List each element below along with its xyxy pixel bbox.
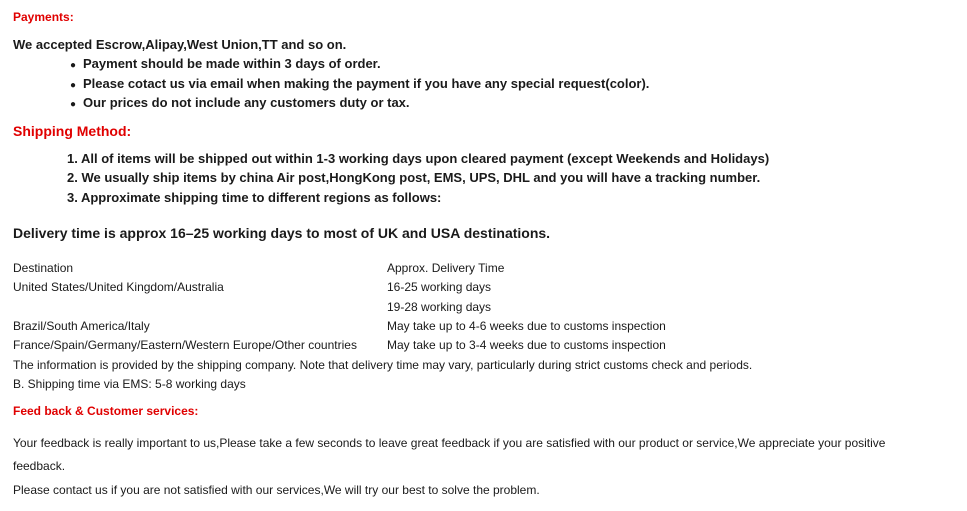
bullet-icon: ●	[70, 99, 77, 110]
payments-heading: Payments:	[13, 10, 74, 24]
bullet-icon: ●	[70, 80, 77, 91]
payments-intro: We accepted Escrow,Alipay,West Union,TT and so on.	[13, 37, 347, 52]
bullet-icon: ●	[70, 60, 77, 71]
table-cell-destination: France/Spain/Germany/Eastern/Western Europe/Other countries	[13, 338, 357, 352]
table-header-delivery: Approx. Delivery Time	[387, 261, 505, 275]
table-header-destination: Destination	[13, 261, 74, 275]
shipping-note: The information is provided by the shipping company. Note that delivery time may vary, particularly during strict customs check and periods.	[13, 358, 753, 372]
feedback-heading: Feed back & Customer services:	[13, 404, 199, 418]
ems-shipping-time: B. Shipping time via EMS: 5-8 working days	[13, 377, 246, 391]
table-cell-delivery: May take up to 3-4 weeks due to customs inspection	[387, 338, 666, 352]
table-cell-destination: United States/United Kingdom/Australia	[13, 280, 224, 294]
feedback-line-1: Your feedback is really important to us,Please take a few seconds to leave great feedback if you are satisfied with our product or service,We appreciate your positive	[13, 436, 886, 450]
table-cell-delivery: 19-28 working days	[387, 300, 492, 314]
feedback-line-2: Please contact us if you are not satisfied with our services,We will try our best to solve the problem.	[13, 483, 540, 497]
payment-bullet-2: ● Please cotact us via email when making the payment if you have any special request(color).	[70, 76, 650, 91]
shipping-item-3: 3. Approximate shipping time to different regions as follows:	[67, 190, 442, 205]
shipping-item-2: 2. We usually ship items by china Air post,HongKong post, EMS, UPS, DHL and you will have a tracking number.	[67, 170, 761, 185]
payment-bullet-1: ● Payment should be made within 3 days of order.	[70, 56, 381, 71]
payment-bullet-3: ● Our prices do not include any customers duty or tax.	[70, 95, 410, 110]
table-cell-delivery: May take up to 4-6 weeks due to customs inspection	[387, 319, 666, 333]
table-cell-delivery: 16-25 working days	[387, 280, 492, 294]
shipping-heading: Shipping Method:	[13, 123, 132, 139]
feedback-line-1-cont: feedback.	[13, 459, 66, 473]
table-cell-destination: Brazil/South America/Italy	[13, 319, 150, 333]
delivery-headline: Delivery time is approx 16–25 working days to most of UK and USA destinations.	[13, 225, 551, 241]
shipping-item-1: 1. All of items will be shipped out within 1-3 working days upon cleared payment (except Weekends and Holidays)	[67, 151, 770, 166]
